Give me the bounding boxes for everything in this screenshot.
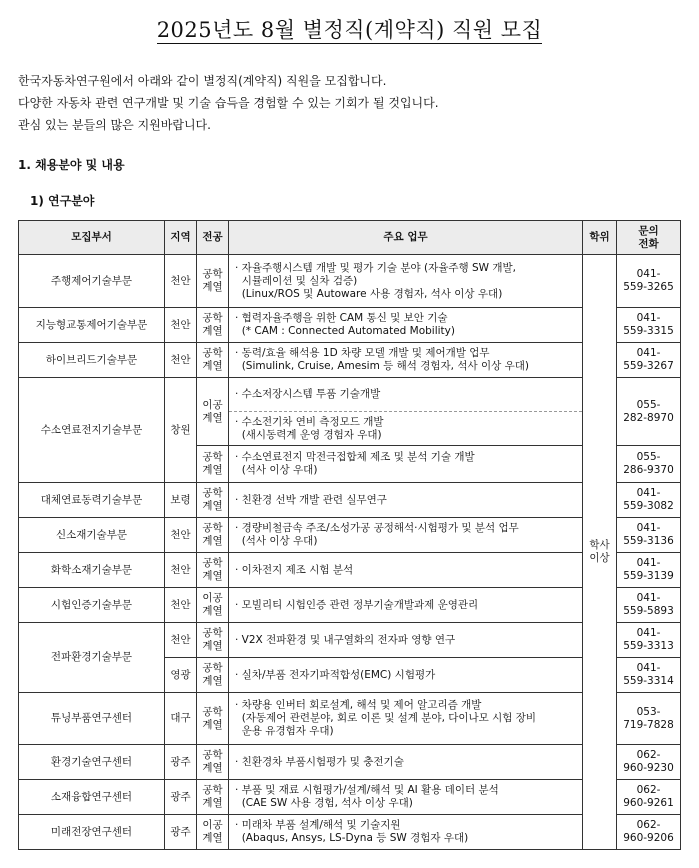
dept-cell: 미래전장연구센터 [19,815,165,850]
major-cell: 공학 계열 [197,255,229,308]
duty-cell: · 수소연료전지 막전극접합체 제조 및 분석 기술 개발 (석사 이상 우대) [229,446,583,483]
contact-cell: 055- 286-9370 [617,446,681,483]
major-cell: 공학 계열 [197,623,229,658]
major-cell: 이공 계열 [197,815,229,850]
contact-cell: 062- 960-9206 [617,815,681,850]
duty-cell: · 경량비철금속 주조/소성가공 공정해석·시험평가 및 분석 업무 (석사 이상 우대) [229,518,583,553]
duty-cell: · 이차전지 제조 시험 분석 [229,553,583,588]
duty-cell: · 차량용 인버터 회로설계, 해석 및 제어 알고리즘 개발 (자동제어 관련분야, 회로 이론 및 설계 분야, 다이나모 시험 장비 운용 유경험자 우대) [229,693,583,745]
region-cell: 창원 [165,378,197,483]
contact-cell: 041- 559-5893 [617,588,681,623]
intro-line: 다양한 자동차 관련 연구개발 및 기술 습득을 경험할 수 있는 기회가 될 것입니다. [18,96,439,110]
region-cell: 천안 [165,588,197,623]
header-major: 전공 [197,221,229,255]
region-cell: 광주 [165,745,197,780]
table-row [19,815,681,850]
region-cell: 천안 [165,255,197,308]
dept-cell: 전파환경기술부문 [19,623,165,693]
dept-cell: 주행제어기술부문 [19,255,165,308]
intro-text [18,70,439,136]
dept-cell: 소재융합연구센터 [19,780,165,815]
dept-cell: 신소재기술부문 [19,518,165,553]
region-cell: 영광 [165,658,197,693]
region-cell: 천안 [165,308,197,343]
table-row [19,553,681,588]
table-row [19,308,681,343]
contact-cell: 062- 960-9261 [617,780,681,815]
region-cell: 대구 [165,693,197,745]
contact-cell: 041- 559-3136 [617,518,681,553]
contact-cell: 041- 559-3313 [617,623,681,658]
duty-cell: · 자율주행시스템 개발 및 평가 기술 분야 (자율주행 SW 개발, 시뮬레이션 및 실차 검증) (Linux/ROS 및 Autoware 사용 경험자, 석사 이상 우대) [229,255,583,308]
dept-cell: 화학소재기술부문 [19,553,165,588]
major-cell: 공학 계열 [197,693,229,745]
header-contact: 문의 전화 [617,221,681,255]
major-cell: 이공 계열 [197,588,229,623]
contact-cell: 041- 559-3265 [617,255,681,308]
major-cell: 공학 계열 [197,745,229,780]
duty-cell: · 수소전기차 연비 측정모드 개발 (새시동력계 운영 경험자 우대) [229,412,583,446]
duty-cell: · 친환경차 부품시험평가 및 충전기술 [229,745,583,780]
region-cell: 보령 [165,483,197,518]
section-heading: 1. 채용분야 및 내용 [18,158,125,172]
dept-cell: 수소연료전지기술부문 [19,378,165,483]
table-row [19,780,681,815]
major-cell: 공학 계열 [197,518,229,553]
major-cell: 공학 계열 [197,343,229,378]
dept-cell: 대체연료동력기술부문 [19,483,165,518]
major-cell: 공학 계열 [197,780,229,815]
table-row [19,588,681,623]
degree-cell: 학사 이상 [583,255,617,850]
region-cell: 천안 [165,553,197,588]
region-cell: 천안 [165,518,197,553]
contact-cell: 041- 559-3082 [617,483,681,518]
major-cell: 공학 계열 [197,483,229,518]
header-dept: 모집부서 [19,221,165,255]
region-cell: 광주 [165,815,197,850]
table-row [19,693,681,745]
header-region: 지역 [165,221,197,255]
contact-cell: 041- 559-3314 [617,658,681,693]
duty-cell: · 수소저장시스템 투품 기술개발 [229,378,583,412]
region-cell: 천안 [165,343,197,378]
duty-cell: · 친환경 선박 개발 관련 실무연구 [229,483,583,518]
duty-cell: · 미래차 부품 설계/해석 및 기술지원 (Abaqus, Ansys, LS-Dyna 등 SW 경험자 우대) [229,815,583,850]
major-cell: 공학 계열 [197,658,229,693]
table-row [19,483,681,518]
page-title: 2025년도 8월 별정직(계약직) 직원 모집 [156,18,543,42]
contact-cell: 055- 282-8970 [617,378,681,446]
table-header-row [19,221,681,255]
header-duty: 주요 업무 [229,221,583,255]
duty-cell: · 모빌리티 시험인증 관련 정부기술개발과제 운영관리 [229,588,583,623]
duty-cell: · 부품 및 재료 시험평가/설계/해석 및 AI 활용 데이터 분석 (CAE SW 사용 경험, 석사 이상 우대) [229,780,583,815]
table-row [19,745,681,780]
intro-line: 관심 있는 분들의 많은 지원바랍니다. [18,118,211,132]
dept-cell: 하이브리드기술부문 [19,343,165,378]
table-row [19,518,681,553]
dept-cell: 지능형교통제어기술부문 [19,308,165,343]
duty-cell: · V2X 전파환경 및 내구열화의 전자파 영향 연구 [229,623,583,658]
major-cell: 공학 계열 [197,553,229,588]
region-cell: 천안 [165,623,197,658]
contact-cell: 062- 960-9230 [617,745,681,780]
major-cell: 공학 계열 [197,308,229,343]
intro-line: 한국자동차연구원에서 아래와 같이 별정직(계약직) 직원을 모집합니다. [18,74,387,88]
recruitment-table [18,220,681,850]
contact-cell: 053- 719-7828 [617,693,681,745]
dept-cell: 시험인증기술부문 [19,588,165,623]
contact-cell: 041- 559-3315 [617,308,681,343]
dept-cell: 튜닝부품연구센터 [19,693,165,745]
dept-cell: 환경기술연구센터 [19,745,165,780]
subsection-heading: 1) 연구분야 [30,194,95,208]
duty-cell: · 동력/효율 해석용 1D 차량 모델 개발 및 제어개발 업무 (Simulink, Cruise, Amesim 등 해석 경험자, 석사 이상 우대) [229,343,583,378]
table-row [19,623,681,658]
region-cell: 광주 [165,780,197,815]
major-cell: 공학 계열 [197,446,229,483]
table-row [19,343,681,378]
table-row [19,255,681,308]
header-degree: 학위 [583,221,617,255]
duty-cell: · 실차/부품 전자기파적합성(EMC) 시험평가 [229,658,583,693]
contact-cell: 041- 559-3139 [617,553,681,588]
table-row [19,378,681,412]
contact-cell: 041- 559-3267 [617,343,681,378]
major-cell: 이공 계열 [197,378,229,446]
duty-cell: · 협력자율주행을 위한 CAM 통신 및 보안 기술 (* CAM : Connected Automated Mobility) [229,308,583,343]
